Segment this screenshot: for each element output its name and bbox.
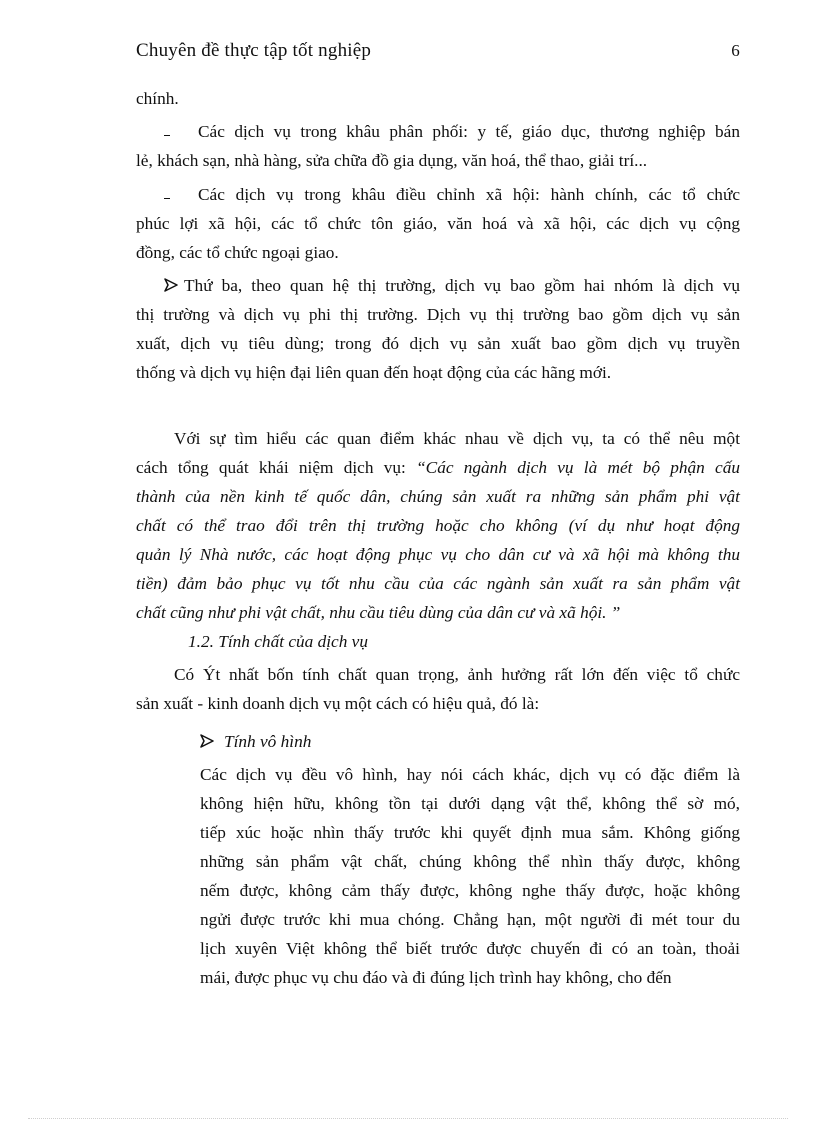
text-line: sản xuất - kinh doanh dịch vụ một cách có hiệu quả, đó là: bbox=[136, 694, 540, 713]
text-line: ngửi được trước khi mua chóng. Chẳng hạn, một người đi mét tour du bbox=[200, 910, 740, 929]
text-line: chính. bbox=[136, 89, 179, 108]
bullet-distribution bbox=[136, 117, 740, 175]
subheading bbox=[200, 727, 740, 756]
text-line: Các dịch vụ trong khâu phân phối: y tế, giáo dục, thương nghiệp bán bbox=[198, 122, 740, 141]
text-line: mái, được phục vụ chu đáo và đi đúng lịch trình hay không, cho đến bbox=[200, 968, 672, 987]
text-line: Với sự tìm hiểu các quan điểm khác nhau về dịch vụ, ta có thể nêu một bbox=[174, 429, 740, 448]
subheading-title: Tính vô hình bbox=[224, 732, 312, 751]
text-line: cách tổng quát khái niệm dịch vụ: bbox=[136, 458, 417, 477]
text-line: đồng, các tổ chức ngoại giao. bbox=[136, 243, 339, 262]
text-line: tiếp xúc hoặc nhìn thấy trước khi quyết định mua sắm. Không giống bbox=[200, 823, 740, 842]
text-line: chất cũng như phi vật chất, nhu cầu tiêu dùng của dân cư và xã hội. ” bbox=[136, 603, 621, 622]
text-line: không hiện hữu, không tồn tại dưới dạng vật thể, không thể sờ mó, bbox=[200, 794, 740, 813]
text-line: quản lý Nhà nước, các hoạt động phục vụ cho dân cư và xã hội mà không thu bbox=[136, 545, 740, 564]
section-heading bbox=[188, 627, 738, 656]
text-line: Thứ ba, theo quan hệ thị trường, dịch vụ bao gồm hai nhóm là dịch vụ bbox=[184, 276, 740, 295]
dash-bullet-icon bbox=[164, 198, 170, 199]
text-line: thị trường và dịch vụ phi thị trường. Dịch vụ thị trường bao gồm dịch vụ sản bbox=[136, 305, 740, 324]
text-line: những sản phẩm vật chất, chúng không thể nhìn thấy được, không bbox=[200, 852, 740, 871]
paragraph-definition bbox=[136, 424, 740, 627]
section-title: 1.2. Tính chất của dịch vụ bbox=[188, 632, 368, 651]
text-line: xuất, dịch vụ tiêu dùng; trong đó dịch vụ sản xuất bao gồm dịch vụ truyền bbox=[136, 334, 740, 353]
paragraph-intro bbox=[136, 660, 740, 718]
continued-text bbox=[136, 84, 740, 113]
text-line: Có Ýt nhất bốn tính chất quan trọng, ảnh hưởng rất lớn đến việc tổ chức bbox=[174, 665, 740, 684]
text-line: thống và dịch vụ hiện đại liên quan đến hoạt động của các hãng mới. bbox=[136, 363, 612, 382]
text-line: nếm được, không cảm thấy được, không nghe thấy được, hoặc không bbox=[200, 881, 740, 900]
text-line: Các dịch vụ trong khâu điều chỉnh xã hội: hành chính, các tổ chức bbox=[198, 185, 740, 204]
arrow-bullet-icon bbox=[200, 734, 214, 748]
paragraph-market-relation bbox=[136, 271, 740, 387]
text-line: lẻ, khách sạn, nhà hàng, sửa chữa đồ gia dụng, văn hoá, thể thao, giải trí... bbox=[136, 151, 648, 170]
text-line: tiền) đảm bảo phục vụ tốt nhu cầu của các ngành sản xuất ra sản phẩm vật bbox=[136, 574, 740, 593]
text-line: chất có thể trao đổi trên thị trường hoặc cho không (ví dụ như hoạt động bbox=[136, 516, 740, 535]
header-title: Chuyên đề thực tập tốt nghiệp bbox=[136, 40, 372, 61]
text-line: phúc lợi xã hội, các tổ chức tôn giáo, văn hoá và xã hội, các dịch vụ cộng bbox=[136, 214, 740, 233]
definition-quote-start: “Các ngành dịch vụ là mét bộ phận cấu bbox=[416, 458, 741, 477]
arrow-bullet-icon bbox=[164, 278, 178, 292]
text-line: lịch xuyên Việt không thể biết trước được chuyến đi có an toàn, thoải bbox=[200, 939, 740, 958]
page-number: 6 bbox=[731, 41, 740, 60]
bullet-social-regulation bbox=[136, 180, 740, 267]
paragraph-intangibility bbox=[200, 760, 740, 992]
text-line: Các dịch vụ đều vô hình, hay nói cách khác, dịch vụ có đặc điểm là bbox=[200, 765, 740, 784]
dash-bullet-icon bbox=[164, 135, 170, 136]
page-bottom-divider bbox=[28, 1118, 788, 1119]
text-line: thành của nền kinh tế quốc dân, chúng sản xuất ra những sản phẩm phi vật bbox=[136, 487, 740, 506]
